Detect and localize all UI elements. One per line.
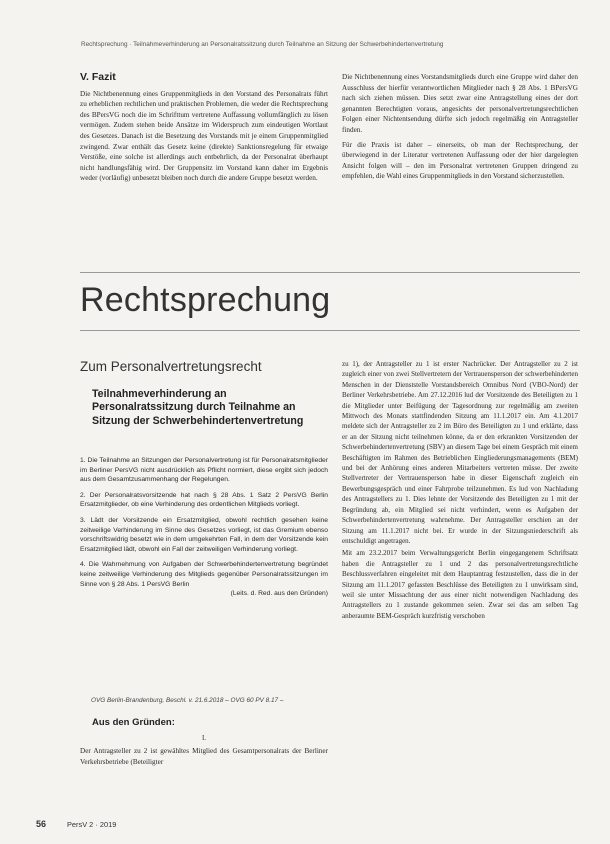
fazit-column — [80, 72, 328, 188]
editor-note: (Leits. d. Red. aus den Gründen) — [230, 590, 328, 598]
court-citation: OVG Berlin-Brandenburg, Beschl. v. 21.6.2018 – OVG 60 PV 8.17 – — [91, 697, 284, 704]
rubric-heading: Zum Personalvertretungsrecht — [80, 359, 262, 374]
roman-numeral: I. — [201, 734, 207, 742]
right-top-paragraph-2: Für die Praxis ist daher – einerseits, ob man der Rechtsprechung, der überwiegend in der Literatur vertretenen Auffassung oder der hier dargelegten Ansicht folgen will – den im Personalrat vertretenen Gruppen dringend zu empfehlen, die Wahl eines Gruppenmitglieds in den Vorstand sicherzustellen. — [342, 140, 578, 181]
page-number: 56 — [36, 819, 47, 829]
right-top-column — [342, 72, 578, 186]
reasons-heading: Aus den Gründen: — [92, 717, 175, 728]
right-top-paragraph-1: Die Nichtbenennung eines Vorstandsmitglieds durch eine Gruppe wird daher den Ausschluss der hierfür verantwortlichen Mitglieder nach § 28 Abs. 1 BPersVG nach sich ziehen müssen. Dies setzt zwar eine Antragstellung eines der dort genannten Berechtigten voraus, angesichts der personalvertretungsrechtlichen Folgen einer Nichtentsendung dürfte sich jedoch regelmäßig ein Antragsteller finden. — [342, 73, 578, 134]
fazit-heading: V. Fazit — [80, 71, 116, 83]
section-rule-top — [80, 272, 580, 273]
headnote-1: 1. Die Teilnahme an Sitzungen der Personalvertretung ist für Personalratsmitglieder im Berliner PersVG nicht ausdrücklich als Pflicht normiert, diese ergibt sich jedoch aus dem Gesamtzusammenhang der Regelungen. — [80, 457, 328, 484]
headnotes — [80, 456, 328, 599]
headnote-2: 2. Der Personalratsvorsitzende hat nach § 28 Abs. 1 Satz 2 PersVG Berlin Ersatzmitglieder, ob eine Verhinderung des ordentlichen Mitglieds vorliegt. — [80, 491, 328, 509]
fazit-paragraph: Die Nichtbenennung eines Gruppenmitglieds in den Vorstand des Personalrats führt zu erheblichen rechtlichen und praktischen Problemen, die weder die Rechtsprechung des BPersVG noch die im Schrifttum vertretene Auffassung vollumfänglich zu lösen vermögen. Zudem stehen beide Ansätze im Widerspruch zum eindeutigen Wortlaut des Gesetzes. Danach ist die Besetzung des Vorstands mit je einem Gruppenmitglied zwingend. Zwar enthält das Gesetz keine (direkte) Sanktionsregelung für etwaige Verstöße, eine solche ist allerdings auch entbehrlich, da der Personalrat überhaupt nicht handlungsfähig wird. Der Gruppensitz im Vorstand kann daher im Ergebnis weder (vorläufig) unbesetzt bleiben noch durch die andere Gruppe besetzt werden. — [80, 89, 328, 183]
running-head: Rechtsprechung · Teilnahmeverhinderung an Personalratssitzung durch Teilnahme an Sitzung der Schwerbehindertenvertretung — [81, 41, 444, 48]
journal-issue: PersV 2 · 2019 — [67, 820, 117, 829]
reason-text: Der Antragsteller zu 2 ist gewähltes Mitglied des Gesamtpersonalrats der Berliner Verkehrsbetriebe (Beteiligter — [80, 747, 328, 766]
right-bottom-paragraph-1: zu 1), der Antragsteller zu 1 ist erster Nachrücker. Der Antragsteller zu 2 ist zugleich einer von zwei Stellvertretern der Vertrauensperson der schwerbehinderten Menschen in der Dienststelle Vorstandsbereich Omnibus Nord (VBO-Nord) der Berliner Verkehrsbetriebe. Am 27.12.2016 lud der Vorsitzende des Beteiligten zu 1 die Mitglieder unter Beifügung der Tagesordnung zur regelmäßig am zweiten Mittwoch des Monats stattfindenden Sitzung am 11.1.2017 ein. Am 4.1.2017 meldete sich der Antragsteller zu 2 im Büro des Beteiligten zu 1 und erklärte, dass er an der Sitzung nicht teilnehmen könne, da er den erkrankten Vorsitzenden der Schwerbehindertenvertretung (SBV) an diesem Tage bei einem Gespräch mit einem Beschäftigten im Rahmen des Betrieblichen Eingliederungsmanagements (BEM) und bei der Anhörung eines anderen Mitarbeiters vertreten müsse. Der zweite Stellvertreter der Vertrauensperson habe in dieser Eigenschaft zugleich ein Bewerbungsgespräch und einer Fahrprobe teilzunehmen. Es lud von Nachladung des Antragstellers zu 1. Dies lehnte der Vorsitzende des Beteiligten zu 1 mit der Begründung ab, ein Mitglied sei nicht verhindert, wenn es Aufgaben der Schwerbehindertenvertretung wahrnehme. Der Antragsteller erschien an der Sitzung am 11.1.2017 nicht bei. Er wurde in der Sitzungsniederschrift als entschuldigt angetragen. — [342, 360, 578, 545]
right-bottom-column — [342, 359, 578, 625]
case-title: Teilnahmeverhinderung an Personalratssitzung durch Teilnahme an Sitzung der Schwerbehindertenvertretung — [92, 388, 304, 427]
section-rule-bottom — [80, 330, 580, 331]
headnote-3: 3. Lädt der Vorsitzende ein Ersatzmitglied, obwohl rechtlich gesehen keine zeitweilige Verhinderung im Sinne des Gesetzes vorliegt, ist das Gremium ebenso vorschriftswidrig besetzt wie in dem umgekehrten Fall, in dem der Vorsitzende kein Ersatzmitglied lädt, obwohl ein Fall der zeitweiligen Verhinderung vorliegt. — [80, 516, 328, 553]
right-bottom-paragraph-2: Mit am 23.2.2017 beim Verwaltungsgericht Berlin eingegangenem Schriftsatz haben die Antragsteller zu 1 und 2 das personalvertretungsrechtliche Beschlussverfahren eingeleitet mit dem Hauptantrag festzustellen, dass die in der Sitzung am 11.1.2017 gefassten Beschlüsse des Beteiligten zu 1 unwirksam sind, weil sie unter Missachtung der aus einer nicht notwendigen Nachladung des Antragstellers zu 1 zustande gekommen seien. Zwar sei das am selben Tag anberaumte BEM-Gespräch kurzfristig verschoben — [342, 549, 578, 620]
section-title: Rechtsprechung — [80, 281, 331, 319]
headnote-4: 4. Die Wahrnehmung von Aufgaben der Schwerbehindertenvertretung begründet keine zeitweilige Verhinderung des Mitglieds gegenüber Personalratssitzungen im Sinne von § 28 Abs. 1 PersVG Berlin — [80, 561, 328, 588]
